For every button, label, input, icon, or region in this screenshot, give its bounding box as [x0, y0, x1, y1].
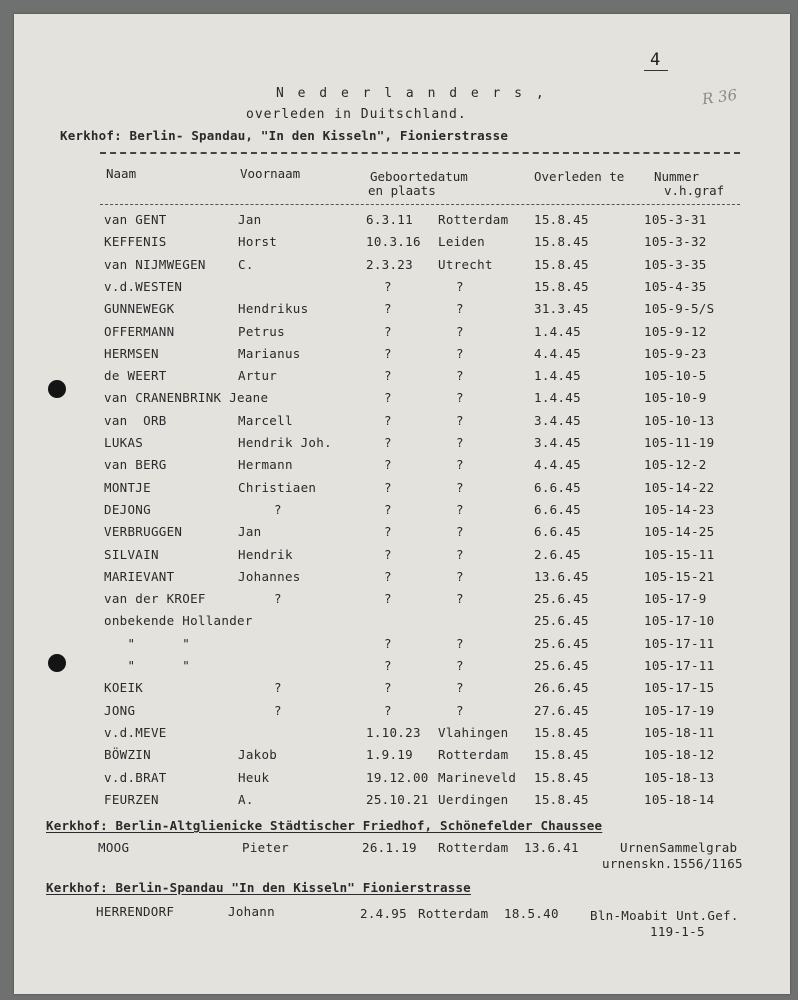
cell-overleden: 13.6.45 [534, 568, 589, 584]
cell-grafnummer: 105-18-11 [644, 724, 715, 740]
cell-voornaam: C. [238, 256, 254, 272]
cell-geboortedatum: 1.9.19 [366, 747, 413, 763]
cell-naam: OFFERMANN [104, 323, 175, 339]
header-geboorte-plaats: en plaats [368, 183, 436, 198]
cell-grafnummer: 105-10-5 [644, 368, 707, 384]
cell-grafnummer: 105-17-11 [644, 658, 715, 673]
cell-geboortedatum: ? [384, 524, 392, 540]
cell-overleden: 15.8.45 [534, 278, 589, 294]
cell-overleden: 15.8.45 [534, 212, 589, 227]
cell-geboorteplaats: Leiden [438, 234, 485, 250]
cell-grafnummer: 105-9-23 [644, 345, 707, 361]
cell-overleden: 2.6.45 [534, 546, 581, 562]
cell-voornaam: Artur [238, 368, 278, 384]
cell-voornaam: ? [274, 702, 282, 718]
cell-voornaam: Jan [238, 524, 262, 540]
moog-graf: UrnenSammelgrab [620, 840, 738, 855]
cell-grafnummer: 105-18-14 [644, 791, 715, 807]
cell-grafnummer: 105-17-19 [644, 702, 715, 718]
cell-geboorteplaats: ? [456, 278, 464, 294]
herrendorf-voornaam: Johann [228, 904, 275, 919]
cell-naam: " " [104, 658, 191, 673]
herrendorf-overleden: 18.5.40 [504, 906, 559, 921]
cell-grafnummer: 105-9-5/S [644, 301, 715, 317]
cell-naam: KEFFENIS [104, 234, 167, 250]
cell-naam: van der KROEF [104, 591, 206, 607]
cell-naam: " " [104, 635, 191, 651]
cell-voornaam: A. [238, 791, 254, 807]
cell-geboorteplaats: ? [456, 680, 464, 696]
cell-overleden: 3.4.45 [534, 412, 581, 428]
cell-overleden: 1.4.45 [534, 323, 581, 339]
cell-geboorteplaats: ? [456, 457, 464, 473]
cell-overleden: 31.3.45 [534, 301, 589, 317]
cell-grafnummer: 105-17-11 [644, 635, 715, 651]
cell-voornaam: Petrus [238, 323, 285, 339]
cell-overleden: 26.6.45 [534, 680, 589, 696]
cell-overleden: 15.8.45 [534, 234, 589, 250]
cell-naam: HERMSEN [104, 345, 159, 361]
cell-geboortedatum: ? [384, 390, 392, 406]
cell-overleden: 15.8.45 [534, 724, 589, 740]
cell-naam: v.d.MEVE [104, 724, 167, 740]
cell-grafnummer: 105-10-13 [644, 412, 715, 428]
cell-geboortedatum: ? [384, 412, 392, 428]
herrendorf-datum: 2.4.95 [360, 906, 407, 921]
herrendorf-naam: HERRENDORF [96, 904, 175, 919]
cell-overleden: 6.6.45 [534, 524, 581, 540]
cell-voornaam: ? [274, 501, 282, 517]
cell-overleden: 15.8.45 [534, 747, 589, 763]
cell-naam: SILVAIN [104, 546, 159, 562]
page-number: 4 [650, 50, 661, 70]
cell-grafnummer: 105-17-15 [644, 680, 715, 696]
cell-geboortedatum: ? [384, 323, 392, 339]
cell-voornaam: Hermann [238, 457, 293, 473]
document-page [14, 14, 790, 994]
cell-geboorteplaats: ? [456, 635, 464, 651]
cell-geboortedatum: ? [384, 635, 392, 651]
cell-overleden: 25.6.45 [534, 591, 589, 607]
cell-geboortedatum: ? [384, 301, 392, 317]
cell-overleden: 6.6.45 [534, 479, 581, 495]
cell-geboortedatum: ? [384, 479, 392, 495]
moog-voornaam: Pieter [242, 840, 289, 855]
cell-geboorteplaats: ? [456, 323, 464, 339]
header-nummer: Nummer [654, 169, 700, 184]
cell-grafnummer: 105-3-35 [644, 256, 707, 272]
cell-grafnummer: 105-18-13 [644, 769, 715, 785]
cell-overleden: 15.8.45 [534, 256, 589, 272]
cell-geboortedatum: ? [384, 568, 392, 584]
punch-hole-bottom [48, 654, 66, 672]
herrendorf-graf: Bln-Moabit Unt.Gef. [590, 908, 739, 923]
cell-geboortedatum: 10.3.16 [366, 234, 421, 250]
cell-geboorteplaats: Vlahingen [438, 724, 509, 740]
section-heading-spandau-2: Kerkhof: Berlin-Spandau "In den Kisseln" Fionierstrasse [46, 880, 471, 895]
cell-voornaam: ? [274, 680, 282, 696]
cell-naam: van ORB [104, 412, 167, 428]
moog-datum: 26.1.19 [362, 840, 417, 855]
cell-geboortedatum: ? [384, 591, 392, 607]
archive-stamp: R 36 [700, 85, 739, 109]
title-line-1: N e d e r l a n d e r s , [276, 86, 547, 101]
cell-naam: de WEERT [104, 368, 167, 384]
cell-geboortedatum: ? [384, 546, 392, 562]
cell-geboorteplaats: ? [456, 658, 464, 673]
cell-overleden: 4.4.45 [534, 457, 581, 473]
cell-geboorteplaats: ? [456, 501, 464, 517]
cell-overleden: 1.4.45 [534, 368, 581, 384]
cell-geboortedatum: 2.3.23 [366, 256, 413, 272]
cell-geboorteplaats: Utrecht [438, 256, 493, 272]
cell-naam: FEURZEN [104, 791, 159, 807]
header-overleden: Overleden te [534, 169, 625, 184]
cell-grafnummer: 105-18-12 [644, 747, 715, 763]
cell-overleden: 25.6.45 [534, 613, 589, 629]
cell-overleden: 27.6.45 [534, 702, 589, 718]
herrendorf-plaats: Rotterdam [418, 906, 489, 921]
cell-grafnummer: 105-15-11 [644, 546, 715, 562]
cell-naam: KOEIK [104, 680, 144, 696]
header-naam: Naam [106, 166, 137, 181]
cell-grafnummer: 105-12-2 [644, 457, 707, 473]
cell-naam: v.d.BRAT [104, 769, 167, 785]
moog-overleden: 13.6.41 [524, 840, 579, 855]
moog-naam: MOOG [98, 840, 130, 855]
cell-naam: v.d.WESTEN [104, 278, 183, 294]
section-heading-spandau: Kerkhof: Berlin- Spandau, "In den Kisseln", Fionierstrasse [60, 128, 509, 143]
cell-naam: van CRANENBRINK Jeane [104, 390, 269, 406]
cell-overleden: 15.8.45 [534, 769, 589, 785]
cell-geboorteplaats: ? [456, 546, 464, 562]
moog-plaats: Rotterdam [438, 840, 509, 855]
cell-geboortedatum: ? [384, 702, 392, 718]
herrendorf-graf-2: 119-1-5 [650, 924, 705, 939]
cell-grafnummer: 105-11-19 [644, 435, 715, 450]
cell-geboortedatum: ? [384, 457, 392, 473]
moog-graf-2: urnenskn.1556/1165 [602, 856, 743, 871]
cell-naam: JONG [104, 702, 136, 718]
cell-geboortedatum: ? [384, 501, 392, 517]
cell-geboortedatum: ? [384, 278, 392, 294]
cell-overleden: 6.6.45 [534, 501, 581, 517]
cell-grafnummer: 105-14-25 [644, 524, 715, 540]
cell-voornaam: Johannes [238, 568, 301, 584]
cell-naam: LUKAS [104, 435, 144, 450]
cell-grafnummer: 105-10-9 [644, 390, 707, 406]
cell-geboortedatum: 25.10.21 [366, 791, 429, 807]
cell-naam: GUNNEWEGK [104, 301, 175, 317]
cell-grafnummer: 105-17-10 [644, 613, 715, 629]
cell-overleden: 25.6.45 [534, 658, 589, 673]
cell-geboorteplaats: ? [456, 345, 464, 361]
cell-overleden: 4.4.45 [534, 345, 581, 361]
punch-hole-top [48, 380, 66, 398]
cell-geboorteplaats: Uerdingen [438, 791, 509, 807]
cell-voornaam: Jakob [238, 747, 278, 763]
title-line-2: overleden in Duitschland. [246, 107, 467, 122]
cell-voornaam: Jan [238, 212, 262, 227]
cell-voornaam: Hendrik [238, 546, 293, 562]
cell-naam: MONTJE [104, 479, 151, 495]
cell-grafnummer: 105-3-31 [644, 212, 707, 227]
cell-naam: VERBRUGGEN [104, 524, 183, 540]
cell-voornaam: Horst [238, 234, 278, 250]
cell-geboorteplaats: ? [456, 390, 464, 406]
cell-grafnummer: 105-14-23 [644, 501, 715, 517]
cell-geboorteplaats: Marineveld [438, 769, 517, 785]
cell-geboorteplaats: ? [456, 591, 464, 607]
cell-voornaam: ? [274, 591, 282, 607]
page-number-underline [644, 70, 668, 71]
cell-geboortedatum: ? [384, 435, 392, 450]
cell-grafnummer: 105-4-35 [644, 278, 707, 294]
section-rule-1 [100, 152, 740, 154]
cell-geboorteplaats: ? [456, 435, 464, 450]
cell-geboorteplaats: ? [456, 524, 464, 540]
cell-voornaam: Christiaen [238, 479, 317, 495]
cell-geboorteplaats: ? [456, 702, 464, 718]
section-heading-altglienicke: Kerkhof: Berlin-Altglienicke Städtischer Friedhof, Schönefelder Chaussee [46, 818, 603, 833]
header-voornaam: Voornaam [240, 166, 301, 181]
cell-geboortedatum: 6.3.11 [366, 212, 413, 227]
cell-naam: van GENT [104, 212, 167, 227]
cell-voornaam: Heuk [238, 769, 270, 785]
cell-naam: BÖWZIN [104, 747, 151, 763]
cell-overleden: 15.8.45 [534, 791, 589, 807]
cell-voornaam: Hendrik Joh. [238, 435, 332, 450]
header-nummer-graf: v.h.graf [664, 183, 725, 198]
cell-geboortedatum: ? [384, 368, 392, 384]
header-rule [100, 204, 740, 205]
cell-geboorteplaats: Rotterdam [438, 747, 509, 763]
cell-overleden: 3.4.45 [534, 435, 581, 450]
header-geboorte: Geboortedatum [370, 169, 468, 184]
cell-overleden: 1.4.45 [534, 390, 581, 406]
cell-geboorteplaats: Rotterdam [438, 212, 509, 227]
cell-grafnummer: 105-14-22 [644, 479, 715, 495]
cell-naam: onbekende Hollander [104, 613, 253, 629]
cell-geboortedatum: ? [384, 658, 392, 673]
cell-grafnummer: 105-15-21 [644, 568, 715, 584]
cell-voornaam: Hendrikus [238, 301, 309, 317]
cell-geboortedatum: ? [384, 680, 392, 696]
cell-overleden: 25.6.45 [534, 635, 589, 651]
cell-geboorteplaats: ? [456, 301, 464, 317]
cell-geboortedatum: ? [384, 345, 392, 361]
cell-voornaam: Marcell [238, 412, 293, 428]
cell-geboortedatum: 19.12.00 [366, 769, 429, 785]
cell-naam: DEJONG [104, 501, 151, 517]
cell-naam: van BERG [104, 457, 167, 473]
cell-grafnummer: 105-9-12 [644, 323, 707, 339]
cell-geboorteplaats: ? [456, 479, 464, 495]
cell-geboorteplaats: ? [456, 368, 464, 384]
cell-geboorteplaats: ? [456, 568, 464, 584]
cell-grafnummer: 105-3-32 [644, 234, 707, 250]
cell-grafnummer: 105-17-9 [644, 591, 707, 607]
cell-geboorteplaats: ? [456, 412, 464, 428]
cell-naam: MARIEVANT [104, 568, 175, 584]
cell-naam: van NIJMWEGEN [104, 256, 206, 272]
cell-geboortedatum: 1.10.23 [366, 724, 421, 740]
cell-voornaam: Marianus [238, 345, 301, 361]
